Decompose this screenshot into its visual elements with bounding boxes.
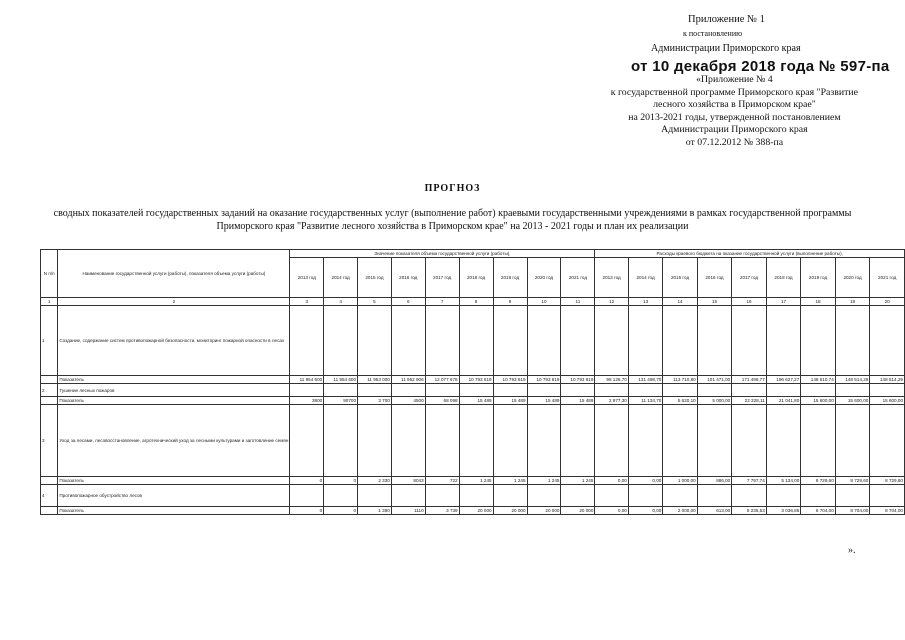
- empty-cell: [324, 384, 358, 397]
- expense-value: 8 729,60: [835, 477, 870, 485]
- volume-value: 20 000: [459, 507, 493, 515]
- column-number-cell: 12: [595, 298, 628, 306]
- volume-value: 1 245: [459, 477, 493, 485]
- expense-value: 8 729,60: [801, 477, 836, 485]
- empty-cell: [425, 485, 459, 507]
- expense-value: 8 235,53: [732, 507, 767, 515]
- column-number-cell: 4: [324, 298, 358, 306]
- empty-cell: [628, 384, 663, 397]
- empty-cell: [732, 405, 767, 477]
- expense-value: 15 600,00: [870, 397, 905, 405]
- expense-value: 148 510,74: [801, 376, 836, 384]
- expense-value: 171 499,77: [732, 376, 767, 384]
- empty-cell: [425, 306, 459, 376]
- volume-year-header: 2014 год: [324, 258, 358, 298]
- expense-year-header: 2020 год: [835, 258, 870, 298]
- volume-value: 20 000: [561, 507, 595, 515]
- expense-year-header: 2013 год: [595, 258, 628, 298]
- expense-value: 5 134,00: [766, 477, 801, 485]
- expense-value: 21 041,80: [766, 397, 801, 405]
- volume-value: 3 700: [358, 397, 392, 405]
- empty-cell: [628, 405, 663, 477]
- volume-value: 722: [425, 477, 459, 485]
- volume-year-header: 2015 год: [358, 258, 392, 298]
- expense-value: 8 704,00: [801, 507, 836, 515]
- column-number-cell: 1: [41, 298, 58, 306]
- empty-cell: [870, 485, 905, 507]
- empty-cell: [663, 384, 697, 397]
- volume-value: 1110: [391, 507, 425, 515]
- empty-cell: [459, 485, 493, 507]
- document-subtitle: [20, 207, 885, 233]
- indicator-row: [41, 507, 905, 515]
- section-row: [41, 306, 905, 376]
- column-number-cell: 14: [663, 298, 697, 306]
- empty-cell: [835, 485, 870, 507]
- expense-value: 7 797,74: [732, 477, 767, 485]
- volume-value: 3800: [290, 397, 324, 405]
- expense-year-header: 2016 год: [697, 258, 732, 298]
- section-number: 3: [41, 405, 58, 477]
- column-number-cell: 3: [290, 298, 324, 306]
- program-reference-line: на 2013-2021 годы, утвержденной постановлением: [628, 111, 841, 123]
- volume-value: 0: [324, 507, 358, 515]
- expense-year-header: 2017 год: [732, 258, 767, 298]
- expense-value: 1 000,00: [663, 477, 697, 485]
- document-title: ПРОГНОЗ: [424, 183, 481, 194]
- volume-value: 1 390: [358, 507, 392, 515]
- volume-value: 0: [290, 477, 324, 485]
- volume-value: 1 245: [493, 477, 527, 485]
- empty-cell: [41, 397, 58, 405]
- empty-cell: [527, 405, 561, 477]
- empty-cell: [766, 405, 801, 477]
- volume-value: 0: [324, 477, 358, 485]
- volume-value: 0: [290, 507, 324, 515]
- expense-year-header: 2021 год: [870, 258, 905, 298]
- empty-cell: [766, 306, 801, 376]
- empty-cell: [870, 306, 905, 376]
- empty-cell: [527, 384, 561, 397]
- empty-cell: [697, 384, 732, 397]
- empty-cell: [628, 306, 663, 376]
- volume-value: 11 952 906: [391, 376, 425, 384]
- expense-value: 2 000,00: [663, 507, 697, 515]
- empty-cell: [801, 306, 836, 376]
- empty-cell: [459, 405, 493, 477]
- empty-cell: [290, 306, 324, 376]
- expense-value: 98 126,70: [595, 376, 628, 384]
- empty-cell: [290, 485, 324, 507]
- volume-value: 15 489: [527, 397, 561, 405]
- empty-cell: [561, 485, 595, 507]
- empty-cell: [459, 384, 493, 397]
- subtitle-line: сводных показателей государственных заданий на оказание государственных услуг (выполнение работ) краевыми государственными учреждениями в рамках государственной программы: [53, 208, 852, 219]
- empty-cell: [391, 306, 425, 376]
- empty-cell: [391, 405, 425, 477]
- empty-cell: [663, 485, 697, 507]
- empty-cell: [561, 306, 595, 376]
- empty-cell: [561, 405, 595, 477]
- empty-cell: [324, 485, 358, 507]
- header-group-volume: Значение показателя объема государственной услуги (работы),: [290, 250, 595, 258]
- column-number-cell: 13: [628, 298, 663, 306]
- empty-cell: [459, 306, 493, 376]
- empty-cell: [358, 384, 392, 397]
- section-number: 1: [41, 306, 58, 376]
- volume-year-header: 2021 год: [561, 258, 595, 298]
- expense-value: 113 710,80: [663, 376, 697, 384]
- forecast-table: [40, 249, 905, 515]
- expense-value: 15 600,00: [801, 397, 836, 405]
- expense-value: 0,00: [595, 507, 628, 515]
- expense-year-header: 2014 год: [628, 258, 663, 298]
- empty-cell: [41, 376, 58, 384]
- column-number-cell: 19: [835, 298, 870, 306]
- column-number-cell: 16: [732, 298, 767, 306]
- empty-cell: [663, 306, 697, 376]
- empty-cell: [527, 306, 561, 376]
- expense-value: 0,00: [595, 477, 628, 485]
- expense-value: 5 620,10: [663, 397, 697, 405]
- expense-value: 22 328,11: [732, 397, 767, 405]
- column-number-cell: 2: [58, 298, 290, 306]
- expense-value: 613,00: [697, 507, 732, 515]
- empty-cell: [493, 306, 527, 376]
- expense-value: 0,00: [628, 477, 663, 485]
- expense-value: 148 514,29: [835, 376, 870, 384]
- empty-cell: [324, 405, 358, 477]
- appendix-ref: к постановлению: [683, 29, 743, 38]
- empty-cell: [290, 384, 324, 397]
- section-name: Противопожарное обустройство лесов: [58, 485, 290, 507]
- empty-cell: [663, 405, 697, 477]
- empty-cell: [527, 485, 561, 507]
- expense-value: 2 977,30: [595, 397, 628, 405]
- empty-cell: [493, 384, 527, 397]
- empty-cell: [697, 485, 732, 507]
- empty-cell: [732, 306, 767, 376]
- column-number-cell: 20: [870, 298, 905, 306]
- empty-cell: [358, 485, 392, 507]
- expense-value: 0,00: [628, 507, 663, 515]
- empty-cell: [835, 306, 870, 376]
- empty-cell: [41, 477, 58, 485]
- volume-value: 15 489: [459, 397, 493, 405]
- indicator-row: [41, 477, 905, 485]
- volume-year-header: 2016 год: [391, 258, 425, 298]
- indicator-label: Показатель: [58, 397, 290, 405]
- column-number-cell: 5: [358, 298, 392, 306]
- empty-cell: [358, 306, 392, 376]
- empty-cell: [425, 384, 459, 397]
- volume-value: 68 098: [425, 397, 459, 405]
- header-cell-number: N п/п: [41, 250, 58, 298]
- program-reference-line: к государственной программе Приморского края "Развитие: [610, 86, 858, 98]
- column-number-cell: 15: [697, 298, 732, 306]
- empty-cell: [835, 405, 870, 477]
- volume-value: 12 077 678: [425, 376, 459, 384]
- volume-value: 11 954 600: [324, 376, 358, 384]
- volume-value: 10 793 619: [459, 376, 493, 384]
- column-number-cell: 11: [561, 298, 595, 306]
- appendix-title: Приложение № 1: [688, 14, 765, 25]
- expense-value: 101 471,00: [697, 376, 732, 384]
- expense-value: 3 036,85: [766, 507, 801, 515]
- empty-cell: [732, 485, 767, 507]
- empty-cell: [41, 507, 58, 515]
- column-number-cell: 8: [459, 298, 493, 306]
- column-number-cell: 18: [801, 298, 836, 306]
- expense-value: 196 627,27: [766, 376, 801, 384]
- expense-year-header: 2015 год: [663, 258, 697, 298]
- closing-mark: ».: [848, 545, 856, 556]
- section-name: Создание, содержание систем противопожарной безопасности, мониторинг пожарной опасности в лесах: [58, 306, 290, 376]
- empty-cell: [391, 485, 425, 507]
- empty-cell: [595, 485, 628, 507]
- section-number: 4: [41, 485, 58, 507]
- volume-value: 1 245: [561, 477, 595, 485]
- column-number-cell: 9: [493, 298, 527, 306]
- volume-value: 2 330: [358, 477, 392, 485]
- volume-value: 10 793 619: [561, 376, 595, 384]
- empty-cell: [425, 405, 459, 477]
- empty-cell: [391, 384, 425, 397]
- volume-year-header: 2013 год: [290, 258, 324, 298]
- section-row: [41, 384, 905, 397]
- empty-cell: [595, 306, 628, 376]
- indicator-label: Показатель: [58, 477, 290, 485]
- section-row: [41, 485, 905, 507]
- volume-value: 15 489: [493, 397, 527, 405]
- expense-value: 5 000,00: [697, 397, 732, 405]
- volume-value: 10 793 619: [527, 376, 561, 384]
- volume-value: 20 000: [493, 507, 527, 515]
- indicator-row: [41, 397, 905, 405]
- empty-cell: [835, 384, 870, 397]
- empty-cell: [595, 405, 628, 477]
- column-number-row: [41, 298, 905, 306]
- expense-value: 8 704,00: [870, 507, 905, 515]
- empty-cell: [595, 384, 628, 397]
- expense-value: 148 514,29: [870, 376, 905, 384]
- indicator-row: [41, 376, 905, 384]
- expense-value: 131 498,70: [628, 376, 663, 384]
- empty-cell: [870, 384, 905, 397]
- empty-cell: [493, 405, 527, 477]
- empty-cell: [628, 485, 663, 507]
- expense-value: 886,00: [697, 477, 732, 485]
- indicator-label: Показатель: [58, 376, 290, 384]
- header-group-expense: Расходы краевого бюджета на оказание государственной услуги (выполнение работы),: [595, 250, 905, 258]
- decree-stamp: от 10 декабря 2018 года № 597-па: [631, 58, 890, 75]
- empty-cell: [766, 485, 801, 507]
- volume-value: 11 953 000: [358, 376, 392, 384]
- volume-value: 11 954 600: [290, 376, 324, 384]
- empty-cell: [493, 485, 527, 507]
- volume-year-header: 2017 год: [425, 258, 459, 298]
- subtitle-line: Приморского края "Развитие лесного хозяйства в Приморском крае" на 2013 - 2021 годы и план их реализации: [216, 221, 689, 232]
- volume-value: 3 739: [425, 507, 459, 515]
- expense-value: 11 134,70: [628, 397, 663, 405]
- expense-value: 8 704,00: [835, 507, 870, 515]
- empty-cell: [697, 405, 732, 477]
- section-name: Тушение лесных пожаров: [58, 384, 290, 397]
- empty-cell: [732, 384, 767, 397]
- empty-cell: [766, 384, 801, 397]
- header-cell-name: Наименование государственной услуги (работы), показателя объема услуги (работы): [58, 250, 290, 298]
- empty-cell: [801, 405, 836, 477]
- appendix-authority: Администрации Приморского края: [651, 43, 801, 54]
- indicator-label: Показатель: [58, 507, 290, 515]
- volume-value: 90700: [324, 397, 358, 405]
- empty-cell: [290, 405, 324, 477]
- volume-year-header: 2018 год: [459, 258, 493, 298]
- group-header-row: [41, 250, 905, 258]
- program-reference-line: лесного хозяйства в Приморском крае": [653, 99, 816, 111]
- volume-value: 1 245: [527, 477, 561, 485]
- volume-value: 15 489: [561, 397, 595, 405]
- program-reference-line: от 07.12.2012 № 388-па: [685, 136, 784, 148]
- volume-year-header: 2020 год: [527, 258, 561, 298]
- program-reference-line: «Приложение № 4: [696, 74, 773, 85]
- column-number-cell: 7: [425, 298, 459, 306]
- program-reference-block: [611, 74, 858, 150]
- empty-cell: [324, 306, 358, 376]
- expense-value: 15 600,00: [835, 397, 870, 405]
- empty-cell: [697, 306, 732, 376]
- table-body: [41, 250, 905, 515]
- volume-value: 20 000: [527, 507, 561, 515]
- empty-cell: [561, 384, 595, 397]
- section-number: 2: [41, 384, 58, 397]
- volume-year-header: 2019 год: [493, 258, 527, 298]
- section-row: [41, 405, 905, 477]
- expense-year-header: 2018 год: [766, 258, 801, 298]
- volume-value: 4500: [391, 397, 425, 405]
- program-reference-line: Администрации Приморского края: [661, 124, 808, 136]
- column-number-cell: 10: [527, 298, 561, 306]
- expense-value: 8 729,60: [870, 477, 905, 485]
- column-number-cell: 17: [766, 298, 801, 306]
- volume-value: 10 793 619: [493, 376, 527, 384]
- empty-cell: [358, 405, 392, 477]
- empty-cell: [801, 485, 836, 507]
- empty-cell: [801, 384, 836, 397]
- volume-value: 8043: [391, 477, 425, 485]
- column-number-cell: 6: [391, 298, 425, 306]
- expense-year-header: 2019 год: [801, 258, 836, 298]
- empty-cell: [870, 405, 905, 477]
- section-name: Уход за лесами, лесовосстановление, агротехнический уход за лесными культурами и заготовление семян: [58, 405, 290, 477]
